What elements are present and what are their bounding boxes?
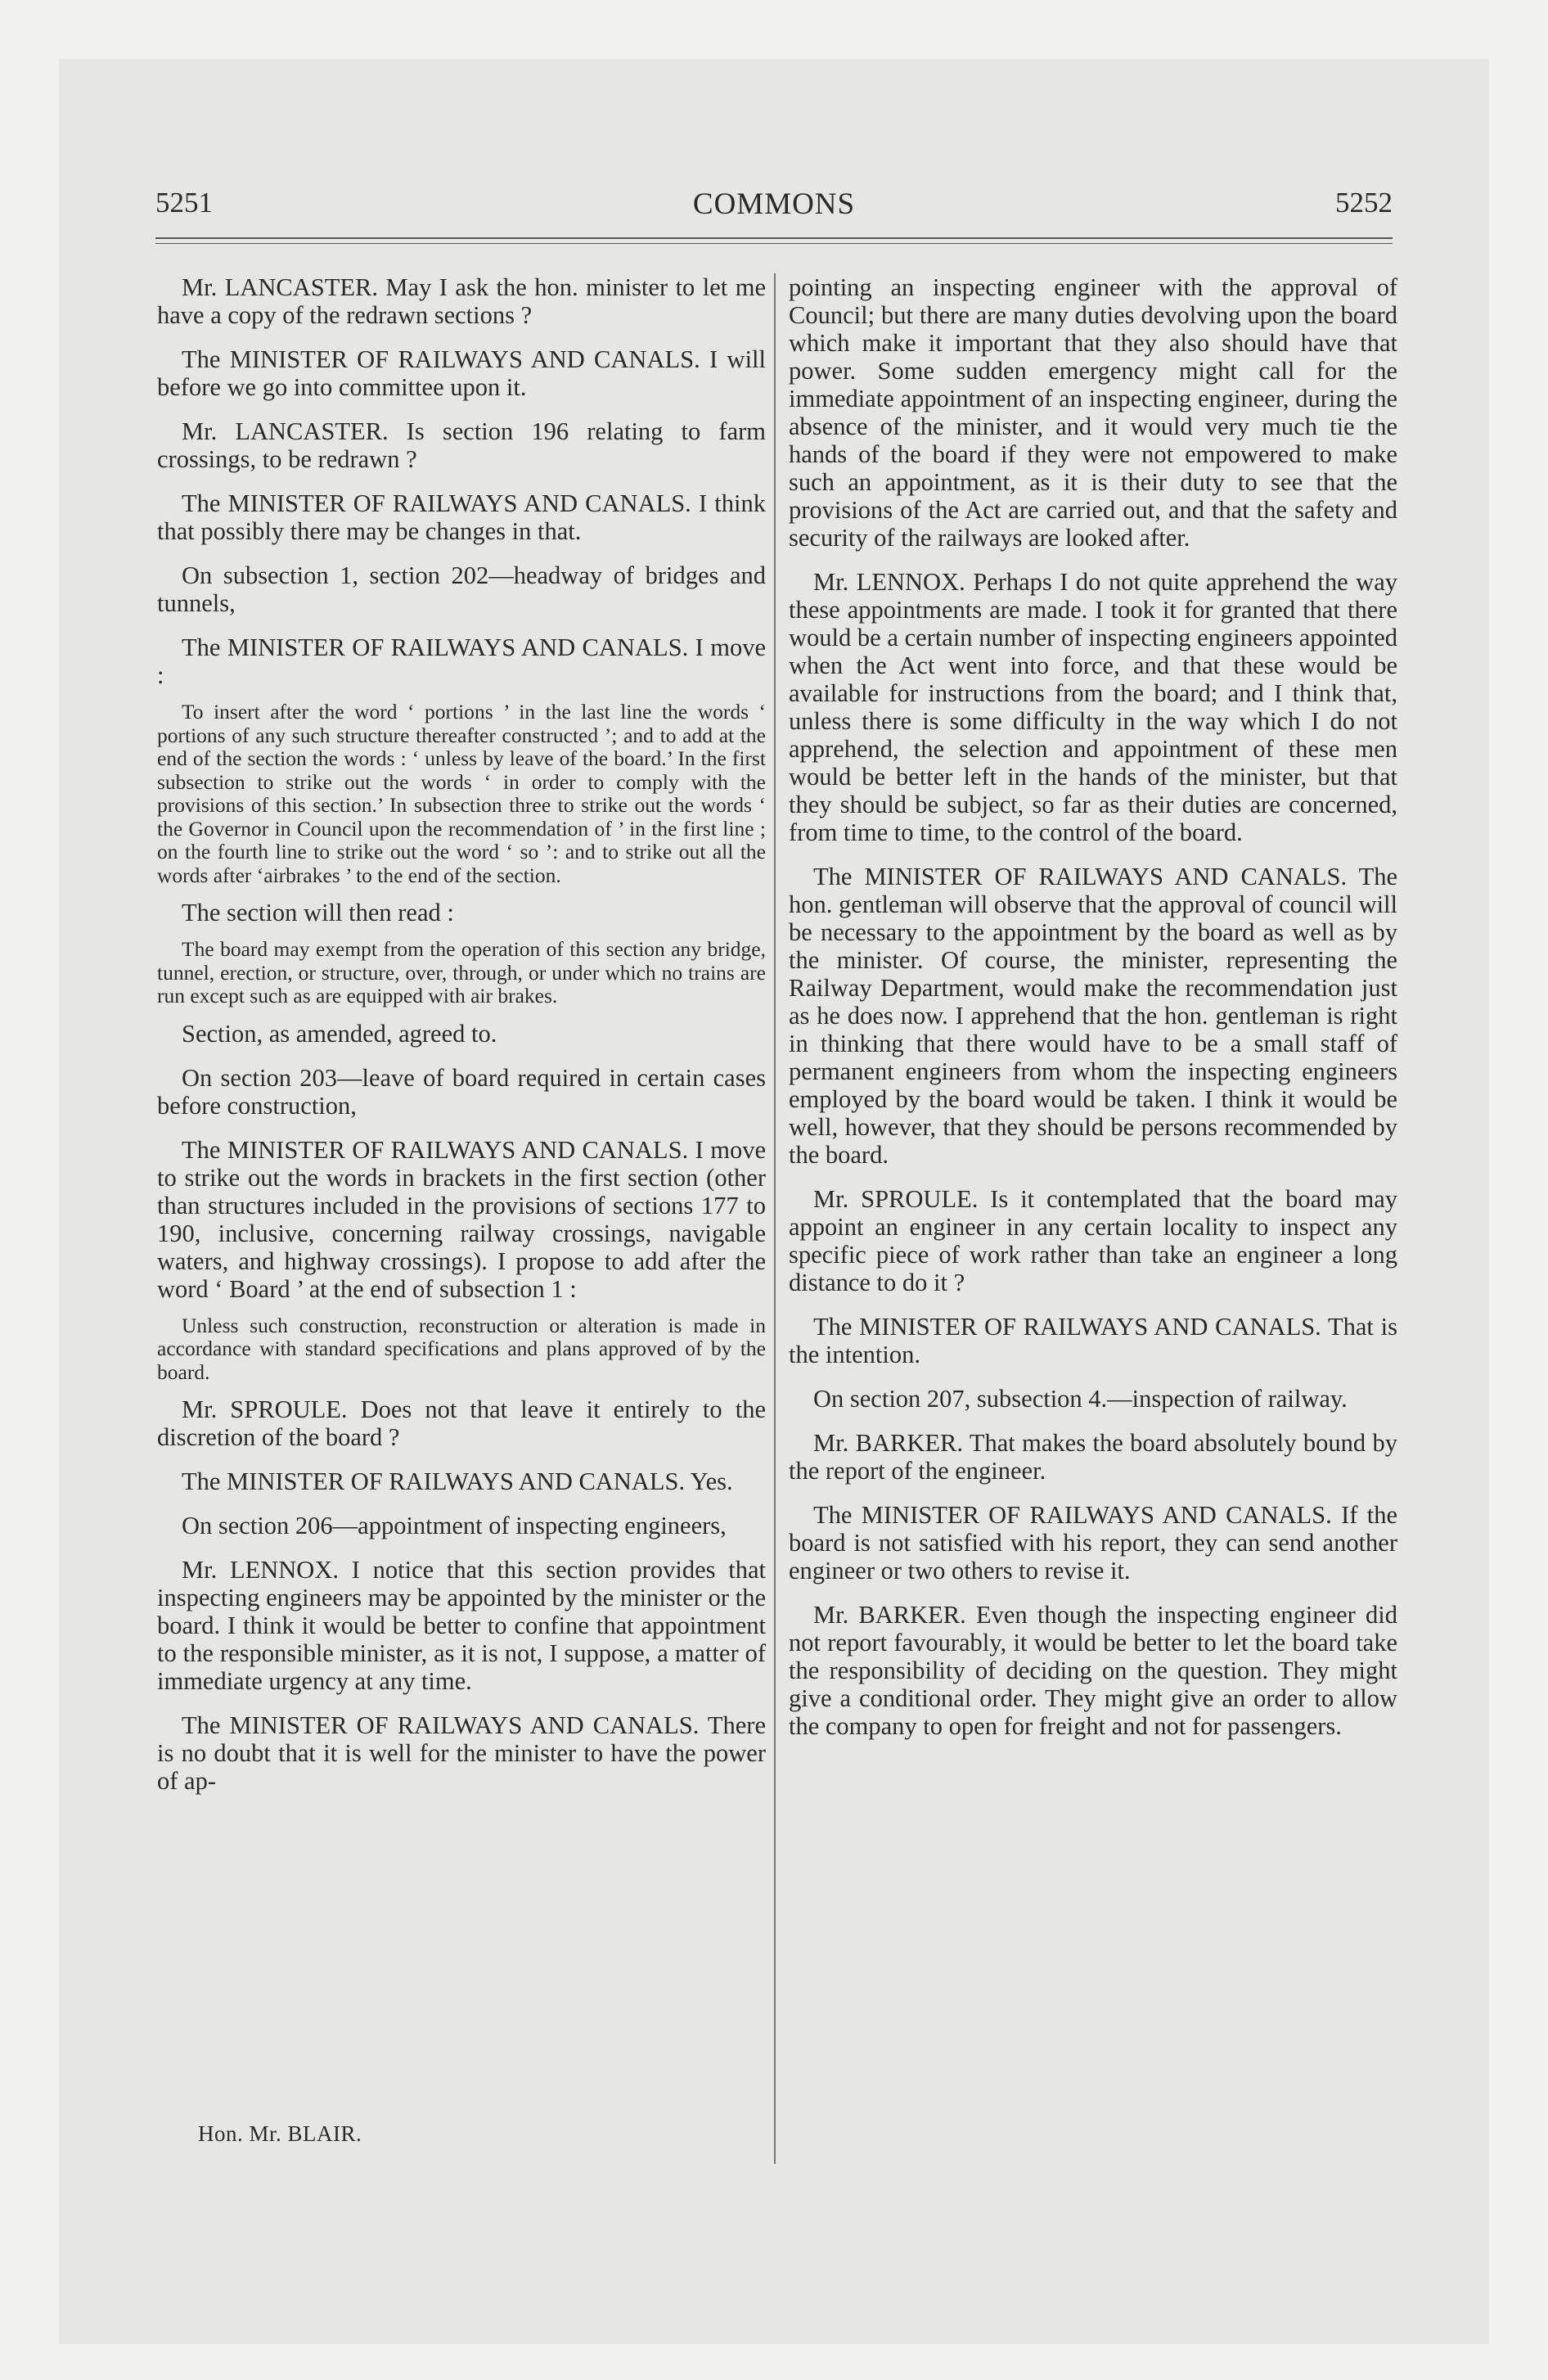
paragraph: The MINISTER OF RAILWAYS AND CANALS. I move : (157, 633, 766, 689)
paragraph: The MINISTER OF RAILWAYS AND CANALS. If the board is not satisfied with his report, they can send another engineer or two others to revise it. (789, 1501, 1397, 1584)
paragraph: Mr. BARKER. Even though the inspecting engineer did not report favourably, it would be better to let the board take the responsibility of deciding on the question. They might give a conditional order. They might give an order to allow the company to open for freight and not for passengers. (789, 1601, 1397, 1740)
paragraph: On section 207, subsection 4.—inspection of railway. (813, 1385, 1348, 1413)
paragraph: Mr. SPROULE. Does not that leave it entirely to the discretion of the board ? (157, 1395, 766, 1451)
paragraph: The section will then read : (182, 899, 454, 926)
paragraph: The MINISTER OF RAILWAYS AND CANALS. I will before we go into committee upon it. (157, 345, 766, 401)
right-column (789, 273, 1397, 1740)
quoted-section: The board may exempt from the operation of this section any bridge, tunnel, erection, or structure, over, through, or under which no trains are run except such as are equipped with air brakes. (157, 937, 766, 1007)
page-header (155, 187, 1393, 223)
paragraph: Mr. BARKER. That makes the board absolutely bound by the report of the engineer. (789, 1429, 1397, 1485)
paragraph: On section 206—appointment of inspecting engineers, (182, 1512, 727, 1539)
column-divider (774, 273, 776, 2164)
paragraph: The MINISTER OF RAILWAYS AND CANALS. The hon. gentleman will observe that the approval of council will be necessary to the appointment by the board as well as by the minister. Of course, the minister, representing the Railway Department, would make the recommendation just as he does now. I apprehend that the hon. gentleman is right in thinking that there would have to be a small staff of permanent engineers from whom the inspecting engineers employed by the board would be taken. I think it would be well, however, that they should be persons recommended by the board. (789, 863, 1397, 1169)
paragraph: Mr. LENNOX. I notice that this section provides that inspecting engineers may be appointed by the minister or the board. I think it would be better to confine that appointment to the responsible minister, as it is not, I suppose, a matter of immediate urgency at any time. (157, 1556, 766, 1695)
header-rule-top (155, 237, 1393, 239)
paragraph: Mr. LENNOX. Perhaps I do not quite apprehend the way these appointments are made. I took it for granted that there would be a certain number of inspecting engineers appointed when the Act went into force, and that these would be available for instructions from the board; and I think that, unless there is some difficulty in the way which I do not apprehend, the selection and appointment of these men would be better left in the hands of the minister, but that they should be subject, so far as their duties are concerned, from time to time, to the control of the board. (789, 568, 1397, 846)
paragraph: Mr. LANCASTER. Is section 196 relating to farm crossings, to be redrawn ? (157, 417, 766, 473)
quoted-amendment: To insert after the word ‘ portions ’ in the last line the words ‘ portions of any such structure thereafter constructed ’; and to add at the end of the section the words : ‘ unless by leave of the board.’ In the first subsection to strike out the words ‘ in order to comply with the provisions of this section.’ In subsection three to strike out the words ‘ the Governor in Council upon the recommendation of ’ in the first line ; on the fourth line to strike out the word ‘ so ’: and to strike out all the words after ‘airbrakes ’ to the end of the section. (157, 700, 766, 887)
left-column (157, 273, 766, 1795)
paragraph: The MINISTER OF RAILWAYS AND CANALS. I think that possibly there may be changes in that. (157, 489, 766, 545)
paragraph: Mr. SPROULE. Is it contemplated that the board may appoint an engineer in any certain locality to inspect any specific piece of work rather than take an engineer a long distance to do it ? (789, 1185, 1397, 1296)
left-page-number: 5251 (155, 187, 213, 219)
paragraph: pointing an inspecting engineer with the approval of Council; but there are many duties devolving upon the board which make it important that they also should have that power. Some sudden emergency might call for the immediate appointment of an inspecting engineer, during the absence of the minister, and it would very much tie the hands of the board if they were not empowered to make such an appointment, as it is their duty to see that the provisions of the Act are carried out, and that the safety and security of the railways are looked after. (789, 273, 1397, 552)
paragraph: On subsection 1, section 202—headway of bridges and tunnels, (157, 561, 766, 617)
header-rule-bottom (155, 243, 1393, 244)
paragraph: The MINISTER OF RAILWAYS AND CANALS. I move to strike out the words in brackets in the first section (other than structures included in the provisions of sections 177 to 190, inclusive, concerning railway crossings, navigable waters, and highway crossings). I propose to add after the word ‘ Board ’ at the end of subsection 1 : (157, 1135, 766, 1303)
paragraph: The MINISTER OF RAILWAYS AND CANALS. Yes. (182, 1467, 733, 1495)
right-page-number: 5252 (1335, 187, 1393, 219)
paragraph: On section 203—leave of board required in certain cases before construction, (157, 1063, 766, 1120)
paragraph: Section, as amended, agreed to. (182, 1019, 497, 1048)
running-footer-speaker: Hon. Mr. BLAIR. (198, 2121, 362, 2146)
page-title: COMMONS (692, 187, 856, 221)
quoted-amendment: Unless such construction, reconstruction or alteration is made in accordance with standard specifications and plans approved of by the board. (157, 1313, 766, 1384)
paragraph: The MINISTER OF RAILWAYS AND CANALS. That is the intention. (789, 1313, 1397, 1368)
paragraph: Mr. LANCASTER. May I ask the hon. minister to let me have a copy of the redrawn sections ? (157, 273, 766, 329)
paragraph: The MINISTER OF RAILWAYS AND CANALS. There is no doubt that it is well for the minister to have the power of ap- (157, 1711, 766, 1795)
